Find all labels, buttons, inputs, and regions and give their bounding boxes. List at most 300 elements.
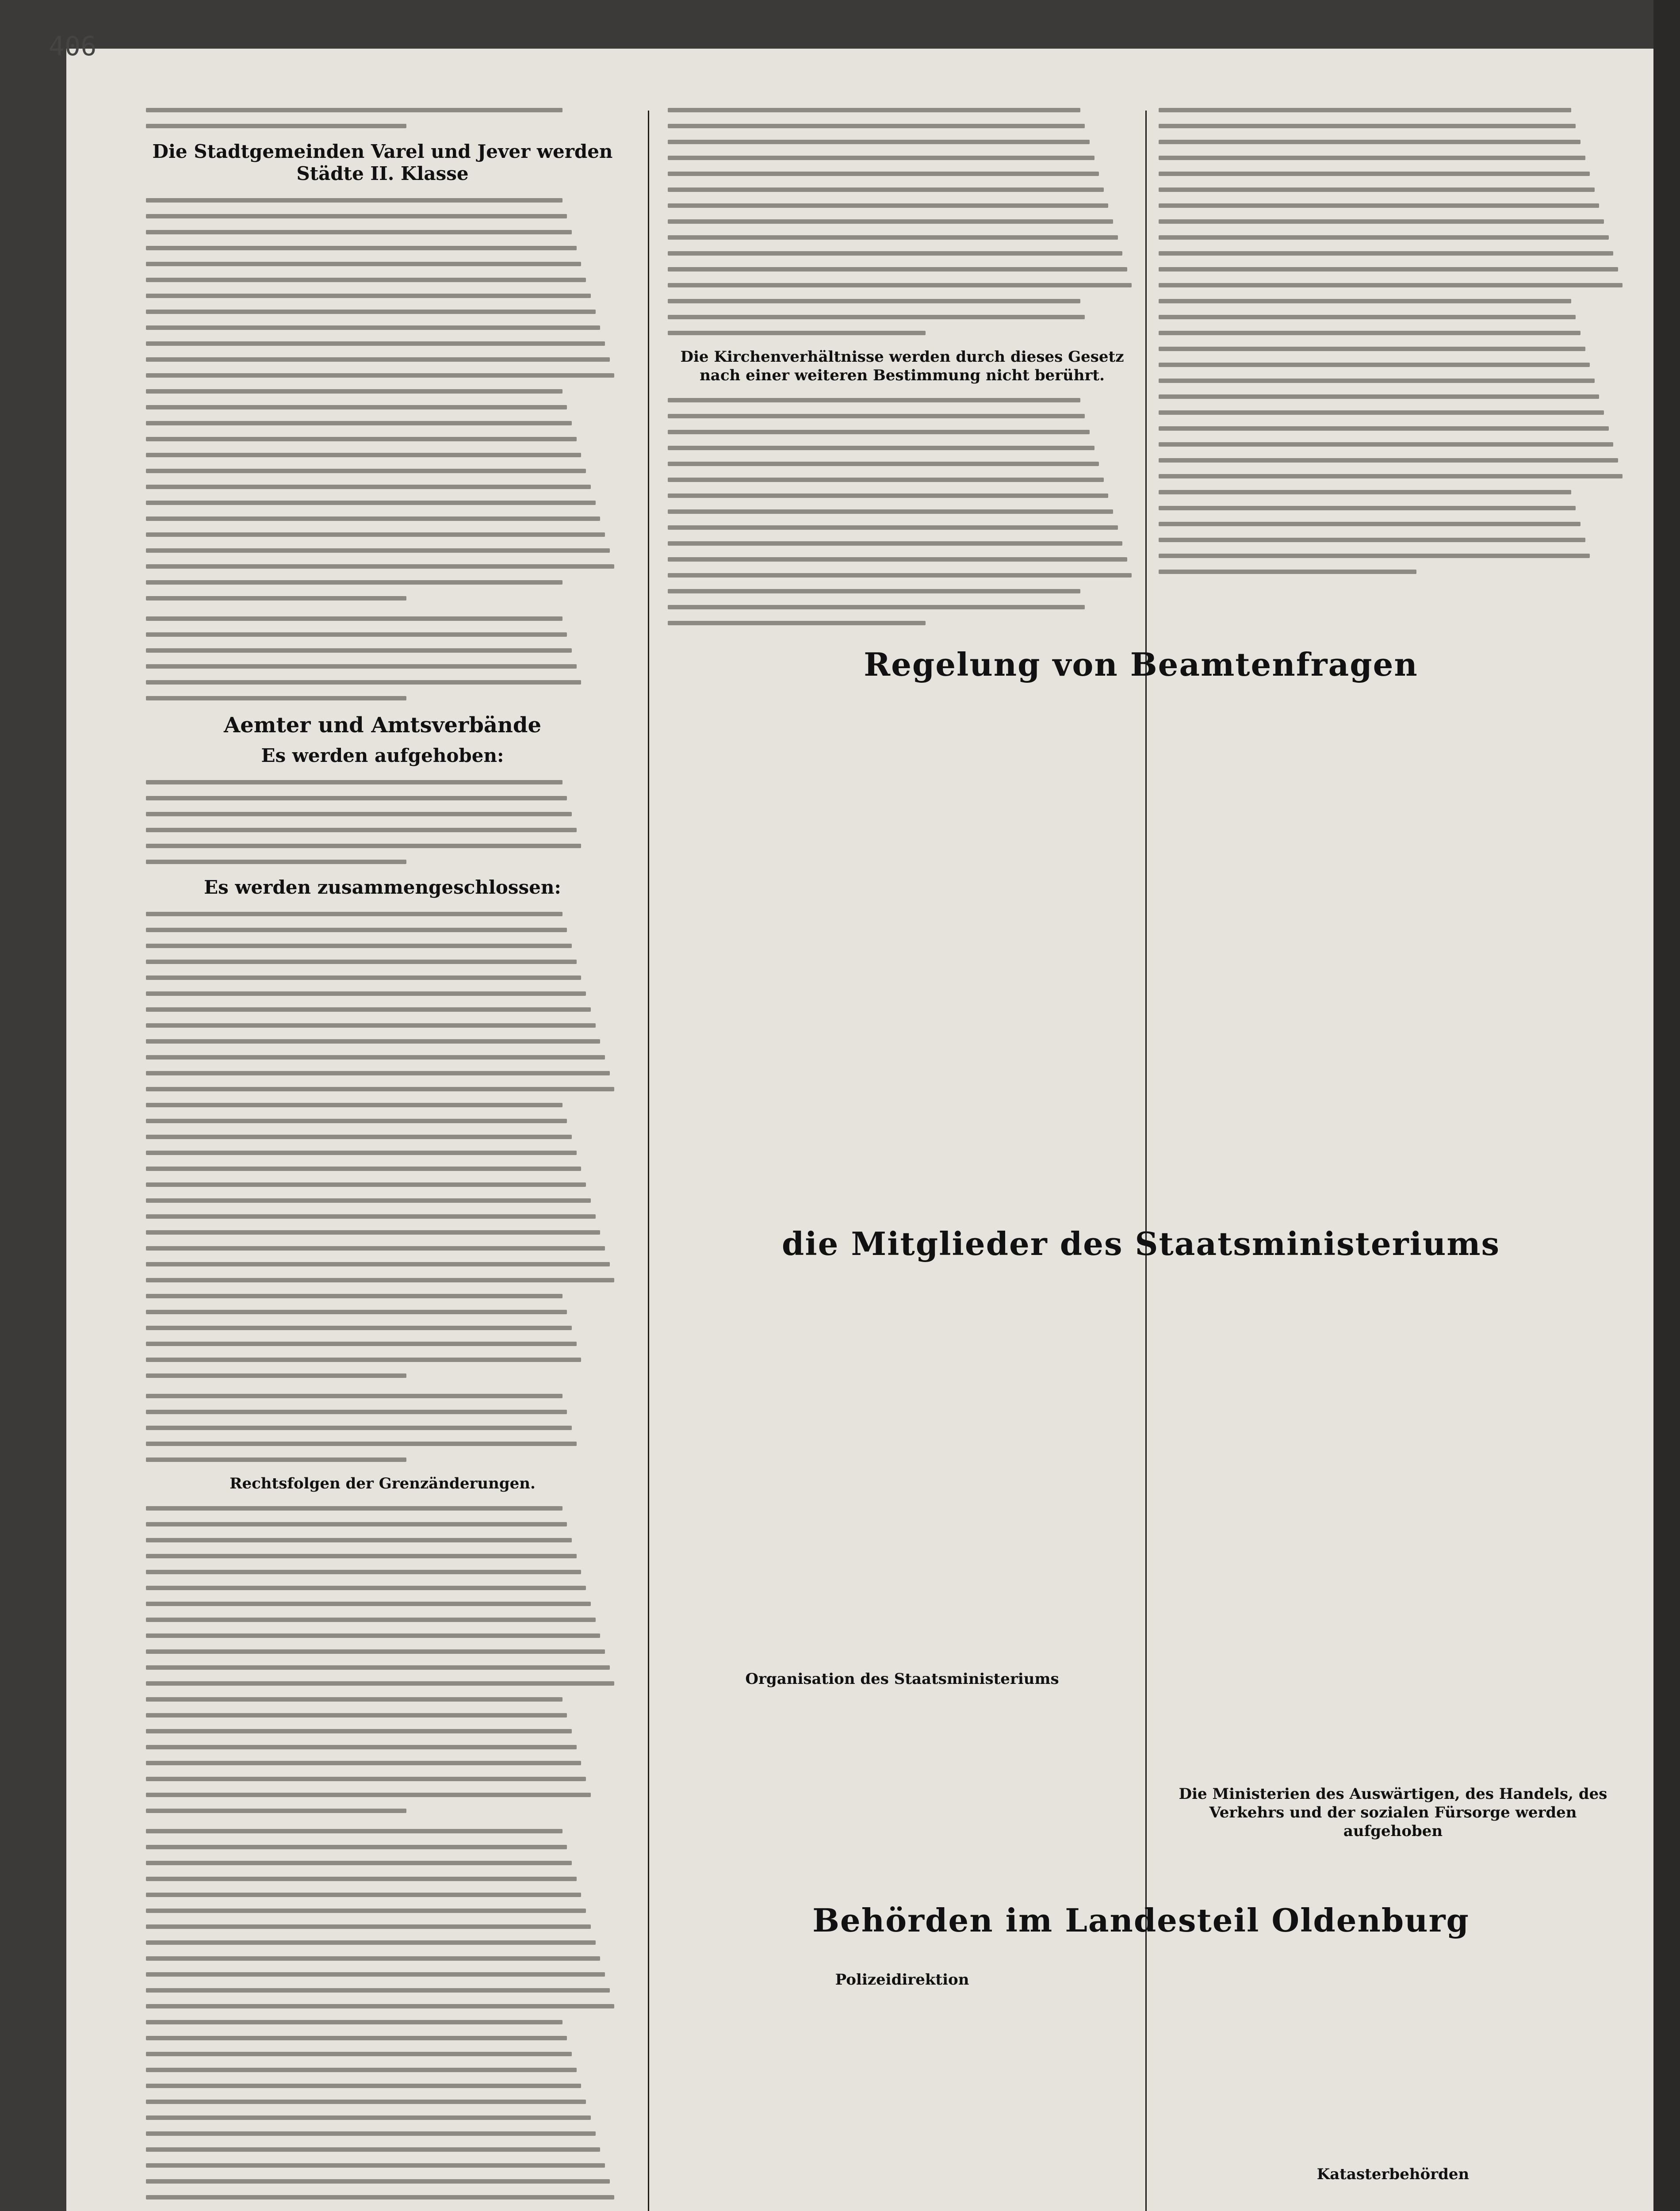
text-line: [146, 690, 619, 706]
text-line-bar: [146, 278, 586, 282]
text-line-bar: [1159, 315, 1576, 319]
text-line: [1159, 181, 1627, 197]
text-line: [668, 487, 1137, 503]
text-line: [1159, 293, 1627, 309]
paragraph: [146, 774, 619, 869]
text-line-bar: [146, 2195, 614, 2200]
text-line-bar: [146, 2068, 577, 2072]
text-line-bar: [1159, 251, 1613, 256]
text-line-bar: [146, 108, 563, 112]
text-line-bar: [146, 310, 596, 314]
text-line: [146, 1516, 619, 1532]
text-line-bar: [668, 478, 1104, 482]
text-line-bar: [1159, 363, 1590, 367]
text-line-bar: [1159, 490, 1571, 494]
text-line: [146, 431, 619, 447]
text-line-bar: [146, 1893, 581, 1897]
text-line: [146, 1404, 619, 1419]
text-line: [1159, 563, 1627, 579]
text-line-bar: [146, 1007, 591, 1012]
text-line: [146, 2205, 619, 2211]
text-line: [146, 1595, 619, 1611]
text-line-bar: [668, 299, 1080, 303]
heading: Aemter und Amtsverbände: [224, 713, 541, 738]
text-line-bar: [1159, 140, 1581, 144]
text-line-bar: [146, 1457, 406, 1462]
text-line-bar: [146, 1198, 591, 1203]
text-line: [146, 1001, 619, 1017]
text-line-bar: [1159, 156, 1585, 160]
paragraph: [146, 1500, 619, 1818]
text-line: [146, 463, 619, 478]
text-line-bar: [146, 1182, 586, 1187]
text-line-bar: [146, 1310, 567, 1314]
text-line-bar: [668, 267, 1127, 272]
text-line: [146, 208, 619, 224]
text-line: [146, 1723, 619, 1739]
text-line-bar: [668, 235, 1118, 240]
page-number: 406: [49, 31, 97, 62]
text-line-bar: [146, 1618, 596, 1622]
text-line-bar: [146, 580, 563, 585]
text-line: [146, 1388, 619, 1404]
text-line-bar: [146, 262, 581, 266]
text-line-bar: [1159, 283, 1623, 287]
paragraph: [146, 1823, 619, 2211]
text-line-bar: [146, 1845, 567, 1849]
text-line-bar: [146, 2004, 614, 2008]
text-line-bar: [1159, 426, 1609, 431]
text-line-bar: [668, 203, 1108, 208]
paragraph: [146, 102, 619, 134]
text-line: [146, 1272, 619, 1288]
text-line: [1159, 277, 1627, 293]
text-line-bar: [146, 928, 567, 932]
text-line: [146, 2157, 619, 2173]
text-line: [668, 615, 1137, 631]
heading: Rechtsfolgen der Grenzänderungen.: [230, 1475, 536, 1492]
text-line: [668, 424, 1137, 440]
text-line: [668, 118, 1137, 134]
text-line: [668, 149, 1137, 165]
text-line: [146, 2189, 619, 2205]
text-line-bar: [146, 2131, 596, 2136]
text-line: [146, 1208, 619, 1224]
text-line: [146, 1786, 619, 1802]
text-line: [1159, 372, 1627, 388]
text-line-bar: [146, 2036, 567, 2040]
text-line-bar: [668, 573, 1132, 578]
text-line-bar: [668, 331, 926, 335]
text-line: [146, 447, 619, 463]
text-line: [146, 1691, 619, 1707]
text-line: [146, 1966, 619, 1982]
text-line: [146, 1224, 619, 1240]
text-line-bar: [146, 1394, 563, 1398]
text-line: [1159, 102, 1627, 118]
text-line-bar: [146, 1358, 581, 1362]
text-line-bar: [146, 1426, 572, 1430]
text-line-bar: [146, 2147, 600, 2152]
wide-heading: Behörden im Landesteil Oldenburg: [812, 1901, 1470, 1939]
text-line: [146, 1982, 619, 1998]
text-line: [1159, 340, 1627, 356]
text-line-bar: [146, 1681, 614, 1686]
text-line-bar: [146, 1071, 610, 1075]
text-line-bar: [146, 198, 563, 203]
text-line-bar: [146, 1602, 591, 1606]
column-3: [1159, 102, 1627, 2211]
text-line: [668, 583, 1137, 599]
text-line-bar: [146, 616, 563, 621]
paragraph: [146, 192, 619, 606]
text-line: [146, 1451, 619, 1467]
text-line-bar: [146, 1167, 581, 1171]
text-line: [146, 1707, 619, 1723]
text-line-bar: [1159, 267, 1618, 272]
text-line: [668, 551, 1137, 567]
text-line: [146, 224, 619, 240]
text-line-bar: [146, 246, 577, 250]
text-line: [1159, 436, 1627, 452]
text-line: [146, 953, 619, 969]
text-line-bar: [1159, 347, 1585, 351]
text-line-bar: [146, 812, 572, 816]
text-line: [146, 838, 619, 853]
text-line-bar: [1159, 172, 1590, 176]
text-line: [668, 440, 1137, 455]
text-line-bar: [668, 541, 1122, 546]
text-line-bar: [1159, 124, 1576, 128]
text-line-bar: [146, 1972, 605, 1977]
text-line: [1159, 197, 1627, 213]
text-line-bar: [1159, 506, 1576, 510]
text-line-bar: [668, 414, 1085, 418]
text-line: [668, 455, 1137, 471]
text-line: [146, 367, 619, 383]
text-line: [146, 1176, 619, 1192]
text-line-bar: [146, 991, 586, 996]
text-line: [668, 197, 1137, 213]
text-line: [146, 1351, 619, 1367]
text-line-bar: [146, 1665, 610, 1670]
text-line-bar: [668, 315, 1085, 319]
text-line-bar: [146, 1924, 591, 1929]
text-line-bar: [146, 944, 572, 948]
text-line: [668, 519, 1137, 535]
text-line: [146, 1017, 619, 1033]
text-line-bar: [146, 1633, 600, 1638]
text-line-bar: [668, 557, 1127, 562]
text-line: [146, 1113, 619, 1128]
text-line: [1159, 547, 1627, 563]
text-line-bar: [146, 1103, 563, 1107]
text-line-bar: [668, 172, 1099, 176]
text-line-bar: [146, 421, 572, 425]
text-line-bar: [1159, 331, 1581, 335]
text-line: [146, 2014, 619, 2030]
text-line-bar: [146, 1119, 567, 1123]
text-line: [146, 822, 619, 838]
text-line-bar: [146, 1586, 586, 1590]
text-line: [668, 567, 1137, 583]
text-line-bar: [146, 2100, 586, 2104]
text-line: [146, 1823, 619, 1839]
text-line-bar: [146, 2179, 610, 2184]
text-line-bar: [146, 664, 577, 669]
text-line-bar: [668, 156, 1094, 160]
text-line-bar: [146, 1087, 614, 1091]
sub-heading: Die Ministerien des Auswärtigen, des Handels, des Verkehrs und der sozialen Fürsorge werden aufgehoben: [1179, 1785, 1607, 1840]
heading: Es werden zusammengeschlossen:: [204, 876, 561, 898]
column-1: [146, 102, 619, 2211]
text-line: [146, 1500, 619, 1516]
text-line: [146, 1081, 619, 1097]
text-line-bar: [146, 1506, 563, 1511]
text-line-bar: [146, 501, 596, 505]
text-line: [146, 642, 619, 658]
text-line-bar: [146, 485, 591, 489]
text-line-bar: [146, 596, 406, 601]
text-line-bar: [146, 294, 591, 298]
text-line-bar: [146, 1262, 610, 1266]
text-line-bar: [146, 548, 610, 553]
text-line: [146, 1802, 619, 1818]
text-line-bar: [668, 187, 1104, 192]
text-line: [146, 1627, 619, 1643]
text-line-bar: [146, 796, 567, 800]
text-line-bar: [146, 2020, 563, 2024]
text-line-bar: [146, 2115, 591, 2120]
text-line-bar: [146, 1554, 577, 1558]
text-line: [146, 558, 619, 574]
text-line: [146, 1335, 619, 1351]
text-line-bar: [146, 230, 572, 234]
text-line: [1159, 165, 1627, 181]
wide-heading: Regelung von Beamtenfragen: [864, 646, 1418, 683]
text-line: [1159, 149, 1627, 165]
text-line: [146, 1367, 619, 1383]
text-line: [146, 494, 619, 510]
text-line: [146, 1998, 619, 2014]
text-line-bar: [146, 437, 577, 441]
text-line-bar: [146, 1745, 577, 1749]
text-line: [668, 325, 1137, 340]
text-line: [146, 1065, 619, 1081]
text-line-bar: [146, 124, 406, 128]
text-line-bar: [146, 1039, 600, 1044]
text-line: [668, 293, 1137, 309]
text-line: [146, 853, 619, 869]
text-line-bar: [1159, 394, 1599, 399]
text-line: [146, 1240, 619, 1256]
text-line-bar: [668, 398, 1080, 402]
text-line-bar: [146, 1023, 596, 1028]
heading: Die Stadtgemeinden Varel und Jever werden Städte II. Klasse: [152, 141, 613, 184]
text-line: [146, 674, 619, 690]
text-line: [668, 229, 1137, 245]
text-line: [1159, 325, 1627, 340]
text-line-bar: [146, 1135, 572, 1139]
text-line: [1159, 404, 1627, 420]
text-line-bar: [146, 1729, 572, 1733]
text-line-bar: [146, 1649, 605, 1654]
text-line-bar: [1159, 187, 1595, 192]
text-line: [146, 287, 619, 303]
text-line: [668, 599, 1137, 615]
text-line-bar: [146, 1940, 596, 1945]
text-line-bar: [146, 389, 563, 394]
text-line: [146, 2046, 619, 2062]
text-line: [146, 1611, 619, 1627]
text-line: [146, 1256, 619, 1272]
text-line: [146, 1160, 619, 1176]
text-line-bar: [1159, 203, 1599, 208]
text-line-bar: [146, 1373, 406, 1378]
text-line-bar: [146, 1278, 614, 1282]
text-line: [1159, 516, 1627, 532]
text-line-bar: [146, 1777, 586, 1781]
text-line-bar: [1159, 410, 1604, 415]
text-line: [146, 1918, 619, 1934]
text-line: [146, 2173, 619, 2189]
text-line-bar: [146, 975, 581, 980]
text-line-bar: [146, 1570, 581, 1574]
heading: Es werden aufgehoben:: [261, 745, 504, 766]
text-line: [1159, 356, 1627, 372]
text-line: [146, 626, 619, 642]
text-line: [146, 351, 619, 367]
text-line-bar: [668, 108, 1080, 112]
text-line-bar: [146, 648, 572, 653]
text-line: [146, 2077, 619, 2093]
text-line-bar: [146, 1793, 591, 1797]
text-line-bar: [146, 405, 567, 409]
sub-heading-wrap: [1159, 2158, 1627, 2193]
text-line: [146, 1192, 619, 1208]
text-line: [146, 590, 619, 606]
text-line-bar: [1159, 379, 1595, 383]
text-line: [1159, 213, 1627, 229]
text-line-bar: [146, 2084, 581, 2088]
text-line: [146, 790, 619, 806]
text-line: [146, 526, 619, 542]
text-line-bar: [1159, 554, 1590, 558]
text-line-bar: [668, 605, 1085, 609]
text-line: [146, 1902, 619, 1918]
text-line: [1159, 118, 1627, 134]
text-line-bar: [146, 532, 605, 537]
text-line: [1159, 309, 1627, 325]
text-line: [1159, 500, 1627, 516]
sub-heading: Katasterbehörden: [1316, 2165, 1470, 2183]
text-line-bar: [146, 1326, 572, 1330]
text-line-bar: [146, 1829, 563, 1833]
text-line: [146, 1435, 619, 1451]
text-line: [146, 192, 619, 208]
text-line: [146, 1419, 619, 1435]
text-line: [146, 1097, 619, 1113]
text-line: [146, 1934, 619, 1950]
text-line-bar: [146, 780, 563, 784]
text-line: [668, 277, 1137, 293]
text-line: [668, 261, 1137, 277]
text-line-bar: [1159, 458, 1618, 463]
text-line-bar: [146, 1342, 577, 1346]
text-line: [668, 181, 1137, 197]
text-line-bar: [1159, 108, 1571, 112]
text-line: [146, 319, 619, 335]
text-line: [146, 272, 619, 287]
text-line-bar: [146, 1442, 577, 1446]
text-line: [146, 1033, 619, 1049]
text-line: [146, 1739, 619, 1755]
text-line-bar: [668, 124, 1085, 128]
text-line: [146, 1049, 619, 1065]
text-line-bar: [146, 632, 567, 637]
text-line: [146, 774, 619, 790]
text-line: [146, 1548, 619, 1564]
text-line-bar: [146, 680, 581, 685]
text-line: [146, 118, 619, 134]
text-line-bar: [146, 1230, 600, 1235]
text-line-bar: [146, 1410, 567, 1414]
text-line-bar: [146, 1877, 577, 1881]
text-line: [1159, 484, 1627, 500]
text-line: [1159, 261, 1627, 277]
text-line-bar: [146, 1538, 572, 1542]
text-line-bar: [146, 453, 581, 457]
text-line-bar: [146, 469, 586, 473]
text-line-bar: [146, 844, 581, 848]
text-line-bar: [146, 912, 563, 916]
text-line-bar: [146, 1713, 567, 1718]
text-line-bar: [146, 564, 614, 569]
text-line: [146, 1950, 619, 1966]
text-line: [146, 2109, 619, 2125]
text-line-bar: [1159, 474, 1623, 478]
text-line: [146, 1128, 619, 1144]
text-line: [146, 1564, 619, 1580]
text-line-bar: [146, 341, 605, 346]
text-line-bar: [146, 1522, 567, 1526]
text-line-bar: [668, 493, 1108, 498]
paragraph: [668, 102, 1137, 340]
text-line: [146, 1288, 619, 1304]
text-line: [146, 1304, 619, 1320]
text-line: [146, 2062, 619, 2077]
text-line-bar: [146, 214, 567, 218]
wide-heading: die Mitglieder des Staatsministeriums: [781, 1225, 1500, 1262]
text-line: [146, 478, 619, 494]
text-line-bar: [1159, 219, 1604, 224]
text-line: [146, 1839, 619, 1855]
text-line-bar: [146, 1861, 572, 1865]
text-line: [146, 1675, 619, 1691]
text-line: [668, 392, 1137, 408]
text-line: [1159, 420, 1627, 436]
column-rule-1: [648, 111, 649, 2211]
sub-heading: Organisation des Staatsministeriums: [745, 1670, 1059, 1688]
text-line-bar: [1159, 235, 1609, 240]
text-line: [146, 2093, 619, 2109]
text-line: [146, 1320, 619, 1335]
text-line: [146, 1643, 619, 1659]
text-line-bar: [146, 960, 577, 964]
text-line: [146, 256, 619, 272]
text-line-bar: [146, 828, 577, 832]
text-line: [146, 658, 619, 674]
